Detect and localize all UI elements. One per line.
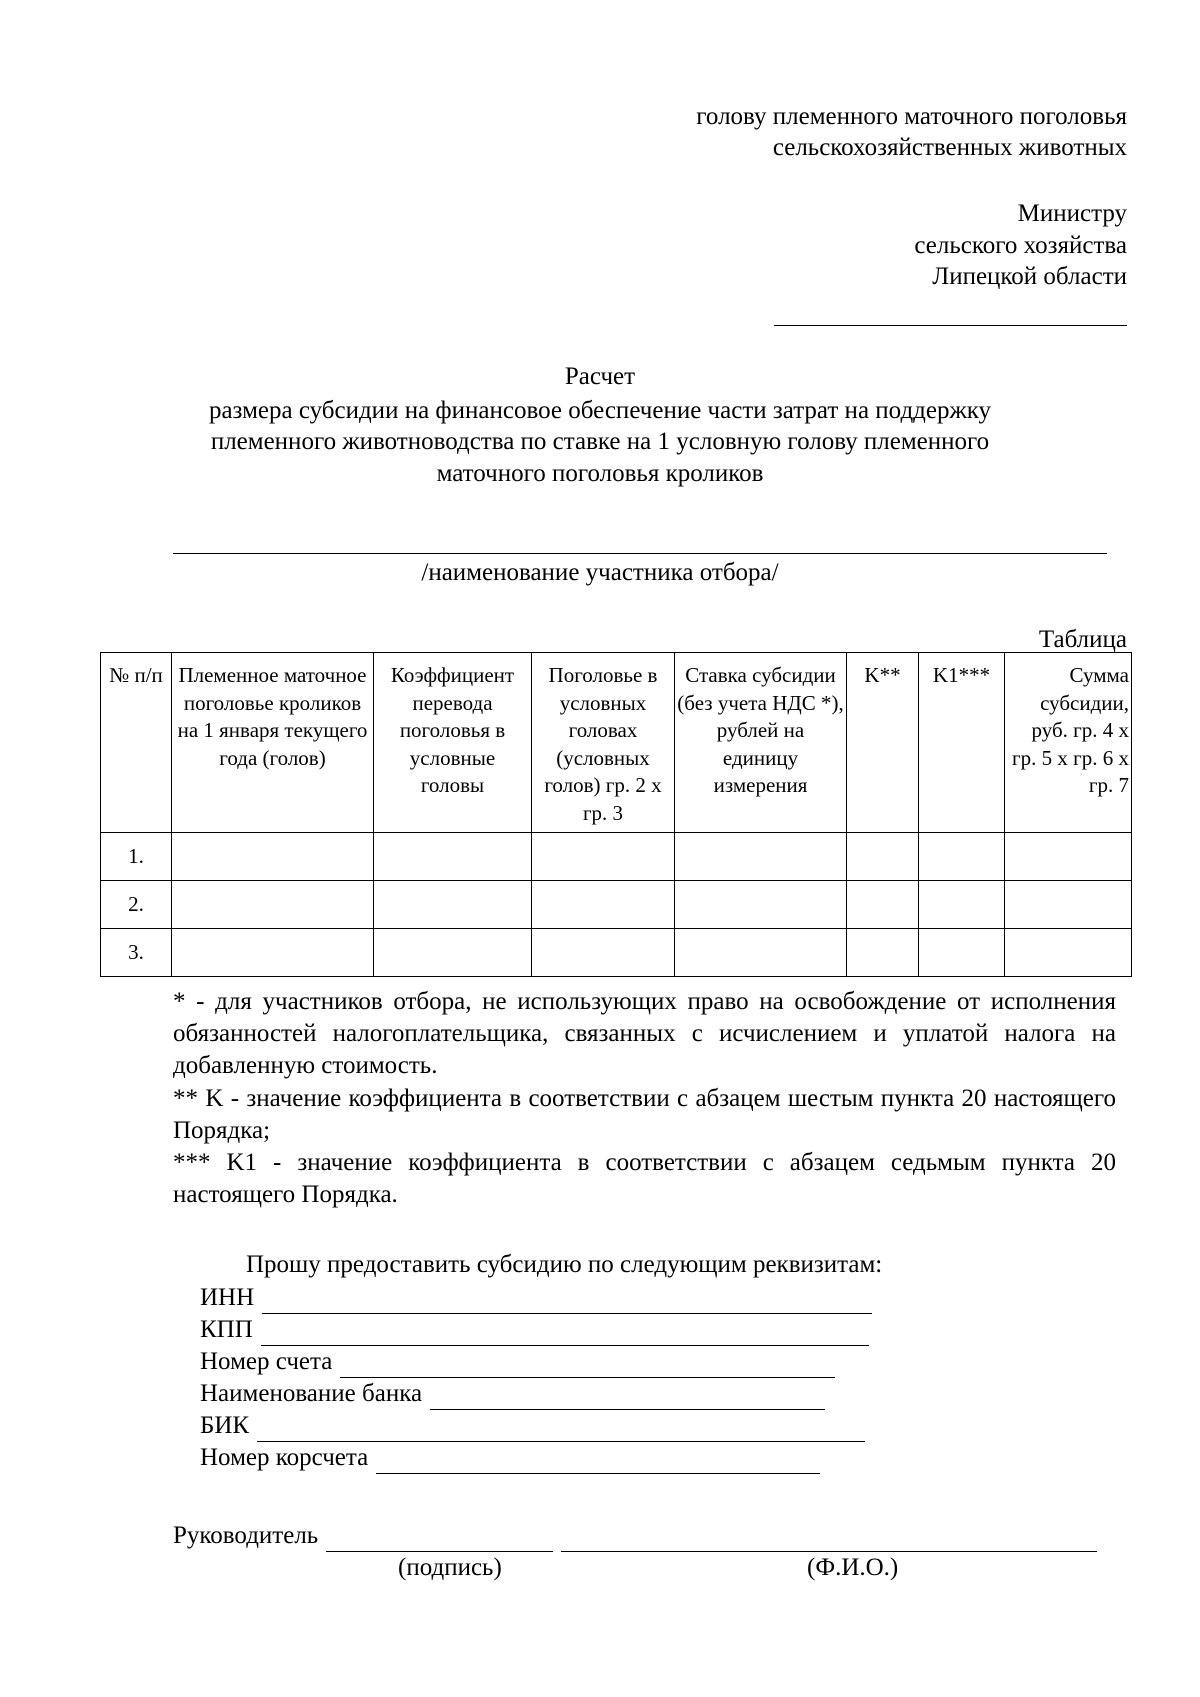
- footnote-vat: * - для участников отбора, не использующих право на освобождение от исполнения обязанностей налогоплательщика, связанных с исчислением и уплатой налога на добавленную стоимость.: [173, 988, 1116, 1079]
- bik-field: [200, 1410, 865, 1442]
- table-row: [101, 833, 1132, 881]
- manager-signature-line[interactable]: [326, 1527, 553, 1552]
- cell-k1[interactable]: [919, 929, 1005, 977]
- account-number-field: [200, 1346, 835, 1378]
- manager-label: Руководитель: [173, 1522, 319, 1549]
- corr-account-input-line[interactable]: [376, 1449, 820, 1474]
- footnote-k: ** K - значение коэффициента в соответствии с абзацем шестым пункта 20 настоящего Порядка;: [173, 1085, 1116, 1144]
- participant-caption: /наименование участника отбора/: [421, 559, 779, 586]
- cell-conditional-heads[interactable]: [532, 929, 675, 977]
- bik-input-line[interactable]: [257, 1417, 865, 1442]
- cell-subsidy-amount[interactable]: [1005, 833, 1132, 881]
- table-label: Таблица: [1038, 626, 1127, 653]
- cell-subsidy-amount[interactable]: [1005, 929, 1132, 977]
- cell-conversion-coefficient[interactable]: [374, 881, 532, 929]
- account-number-input-line[interactable]: [340, 1353, 835, 1378]
- header-line-2: сельскохозяйственных животных: [772, 134, 1127, 161]
- signature-caption: (подпись): [398, 1554, 502, 1581]
- bank-name-input-line[interactable]: [430, 1385, 825, 1410]
- col-header-breeding-stock: Племенное маточное поголовье кроликов на 1 января текущего года (голов): [172, 653, 374, 833]
- col-header-k1: K1***: [919, 653, 1005, 833]
- kpp-input-line[interactable]: [261, 1321, 869, 1346]
- title-heading: Расчет: [564, 363, 636, 390]
- cell-k[interactable]: [847, 833, 919, 881]
- title-line-3: маточного поголовья кроликов: [436, 460, 764, 487]
- bank-name-field: [200, 1378, 825, 1410]
- addressee-line-1: Министру: [1017, 200, 1127, 227]
- table-row: [101, 929, 1132, 977]
- inn-label: ИНН: [200, 1284, 255, 1311]
- cell-subsidy-rate[interactable]: [675, 881, 847, 929]
- header-line-1: голову племенного маточного поголовья: [696, 103, 1127, 130]
- cell-breeding-stock[interactable]: [172, 881, 374, 929]
- cell-subsidy-rate[interactable]: [675, 929, 847, 977]
- cell-subsidy-amount[interactable]: [1005, 881, 1132, 929]
- corr-account-field: [200, 1442, 820, 1474]
- kpp-label: КПП: [200, 1316, 253, 1343]
- col-header-conversion-coefficient: Коэффициент перевода поголовья в условные головы: [374, 653, 532, 833]
- cell-breeding-stock[interactable]: [172, 929, 374, 977]
- addressee-signature-line: [774, 325, 1127, 326]
- title-line-2: племенного животноводства по ставке на 1 условную голову племенного: [210, 428, 990, 455]
- cell-conditional-heads[interactable]: [532, 833, 675, 881]
- manager-name-line[interactable]: [561, 1527, 1097, 1552]
- name-caption: (Ф.И.О.): [807, 1554, 899, 1581]
- kpp-field: [200, 1314, 869, 1346]
- corr-account-label: Номер корсчета: [200, 1444, 369, 1471]
- cell-k[interactable]: [847, 929, 919, 977]
- manager-field: [173, 1520, 1097, 1552]
- requisites-intro: Прошу предоставить субсидию по следующим реквизитам:: [246, 1251, 883, 1278]
- col-header-subsidy-rate: Ставка субсидии (без учета НДС *), рублей на единицу измерения: [675, 653, 847, 833]
- footnote-k1: *** K1 - значение коэффициента в соответствии с абзацем седьмым пункта 20 настоящего Порядка.: [173, 1149, 1116, 1208]
- bik-label: БИК: [200, 1412, 250, 1439]
- col-header-conditional-heads: Поголовье в условных головах (условных голов) гр. 2 x гр. 3: [532, 653, 675, 833]
- table-header-row: [101, 653, 1132, 833]
- row-number: 3.: [101, 929, 172, 977]
- cell-conversion-coefficient[interactable]: [374, 929, 532, 977]
- bank-name-label: Наименование банка: [200, 1380, 423, 1407]
- cell-subsidy-rate[interactable]: [675, 833, 847, 881]
- col-header-number: № п/п: [101, 653, 172, 833]
- addressee-line-3: Липецкой области: [932, 263, 1127, 290]
- cell-breeding-stock[interactable]: [172, 833, 374, 881]
- calculation-table: [100, 652, 1132, 977]
- cell-conversion-coefficient[interactable]: [374, 833, 532, 881]
- table-row: [101, 881, 1132, 929]
- col-header-subsidy-amount: Сумма субсидии, руб. гр. 4 x гр. 5 x гр. 6 x гр. 7: [1005, 653, 1132, 833]
- inn-field: [200, 1282, 872, 1314]
- row-number: 2.: [101, 881, 172, 929]
- participant-name-line: [173, 553, 1107, 554]
- addressee-line-2: сельского хозяйства: [914, 232, 1127, 259]
- title-line-1: размера субсидии на финансовое обеспечение части затрат на поддержку: [208, 397, 992, 424]
- col-header-k: K**: [847, 653, 919, 833]
- cell-k1[interactable]: [919, 833, 1005, 881]
- cell-k1[interactable]: [919, 881, 1005, 929]
- cell-conditional-heads[interactable]: [532, 881, 675, 929]
- inn-input-line[interactable]: [262, 1289, 872, 1314]
- cell-k[interactable]: [847, 881, 919, 929]
- row-number: 1.: [101, 833, 172, 881]
- account-number-label: Номер счета: [200, 1348, 333, 1375]
